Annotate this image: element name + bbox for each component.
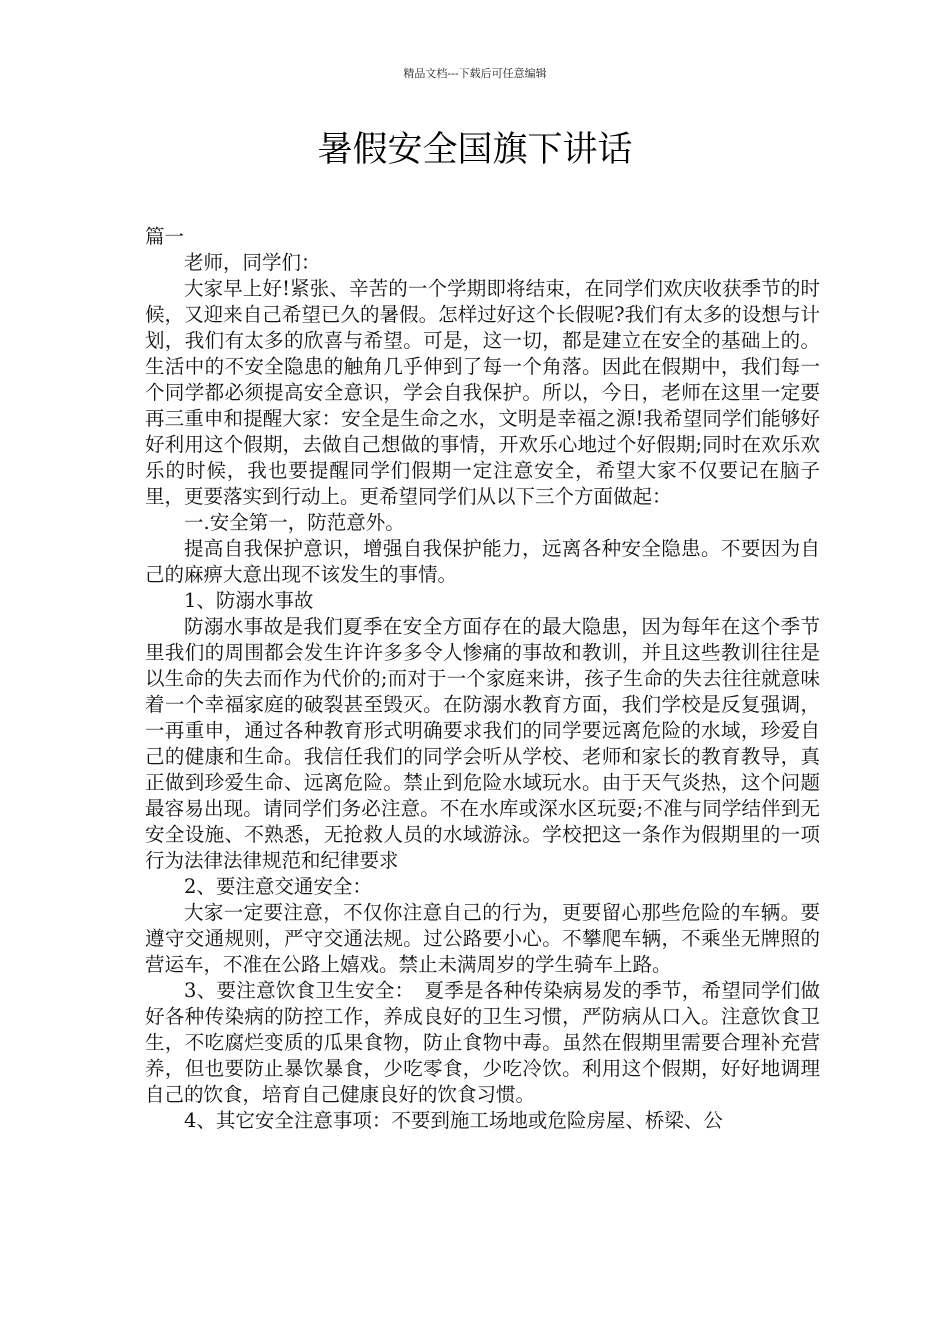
paragraph: 篇一 <box>145 225 185 248</box>
paragraph: 1、防溺水事故 <box>184 589 314 612</box>
paragraph: 大家早上好!紧张、辛苦的一个学期即将结束，在同学们欢庆收获季节的时候，又迎来自己希望已久的暑假。怎样过好这个长假呢?我们有太多的设想与计划，我们有太多的欣喜与希望。可是，这一切，都是建立在安全的基础上的。生活中的不安全隐患的触角几乎伸到了每一个角落。因此在假期中，我们每一个同学都必须提高安全意识，学会自我保护。所以，今日，老师在这里一定要再三重申和提醒大家：安全是生命之水，文明是幸福之源!我希望同学们能够好好利用这个假期，去做自己想做的事情，开欢乐心地过个好假期;同时在欢乐欢乐的时候，我也要提醒同学们假期一定注意安全，希望大家不仅要记在脑子里，更要落实到行动上。更希望同学们从以下三个方面做起： <box>145 277 820 508</box>
paragraph: 3、要注意饮食卫生安全： 夏季是各种传染病易发的季节，希望同学们做好各种传染病的防控工作，养成良好的卫生习惯，严防病从口入。注意饮食卫生，不吃腐烂变质的瓜果食物，防止食物中毒。虽然在假期里需要合理补充营养，但也要防止暴饮暴食，少吃零食，少吃冷饮。利用这个假期，好好地调理自己的饮食，培育自己健康良好的饮食习惯。 <box>145 979 820 1106</box>
paragraph: 防溺水事故是我们夏季在安全方面存在的最大隐患，因为每年在这个季节里我们的周围都会发生许许多多令人惨痛的事故和教训，并且这些教训往往是以生命的失去而作为代价的;而对于一个家庭来讲，孩子生命的失去往往就意味着一个幸福家庭的破裂甚至毁灭。在防溺水教育方面，我们学校是反复强调，一再重申，通过各种教育形式明确要求我们的同学要远离危险的水域，珍爱自己的健康和生命。我信任我们的同学会听从学校、老师和家长的教育教导，真正做到珍爱生命、远离危险。禁止到危险水域玩水。由于天气炎热，这个问题最容易出现。请同学们务必注意。不在水库或深水区玩耍;不准与同学结伴到无安全设施、不熟悉，无抢救人员的水域游泳。学校把这一条作为假期里的一项行为法律法律规范和纪律要求 <box>145 615 820 872</box>
paragraph: 老师，同学们： <box>184 251 321 274</box>
paragraph: 提高自我保护意识，增强自我保护能力，远离各种安全隐患。不要因为自己的麻痹大意出现不该发生的事情。 <box>145 537 820 586</box>
paragraph: 大家一定要注意，不仅你注意自己的行为，更要留心那些危险的车辆。要遵守交通规则，严守交通法规。过公路要小心。不攀爬车辆，不乘坐无牌照的营运车，不准在公路上嬉戏。禁止未满周岁的学生骑车上路。 <box>145 901 820 976</box>
paragraph: 4、其它安全注意事项：不要到施工场地或危险房屋、桥梁、公 <box>184 1109 723 1132</box>
paragraph: 2、要注意交通安全： <box>184 875 372 898</box>
document-body <box>145 224 820 1134</box>
document-title: 暑假安全国旗下讲话 <box>317 130 633 170</box>
paragraph: 一.安全第一，防范意外。 <box>184 511 405 534</box>
header-note: 精品文档---下载后可任意编辑 <box>403 67 547 80</box>
